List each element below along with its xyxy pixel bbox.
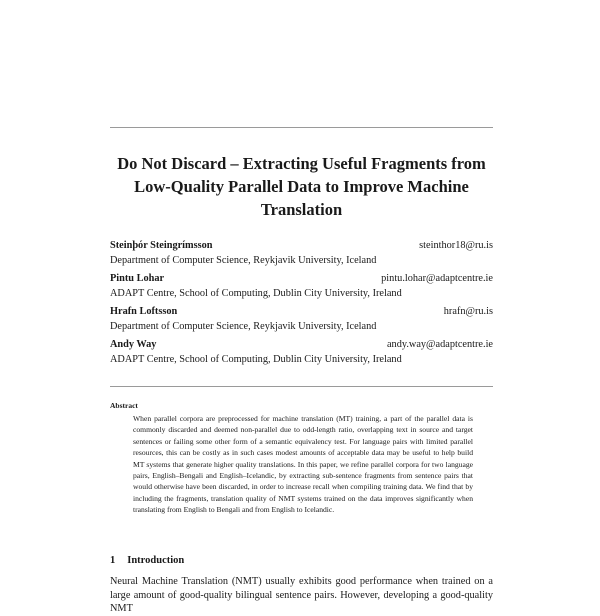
- section-rule: [110, 386, 493, 387]
- author-email: steinthor18@ru.is: [419, 240, 493, 251]
- author-affiliation: Department of Computer Science, Reykjavik University, Iceland: [110, 255, 377, 266]
- abstract-text: When parallel corpora are preprocessed for machine translation (MT) training, a part of the parallel data is commonly discarded and deemed non-parallel due to odd-length ratio, overlapping text in source and target sentences or failing some other form of a semantic equivalency test. For language pairs with limited parallel resources, this can be costly as in such cases modest amounts of acceptable data may be useful to help build MT systems that generate higher quality translations. In this paper, we refine parallel corpora for two language pairs, English–Bengali and English–Icelandic, by extracting sub-sentence fragments from sentence pairs that would otherwise have been discarded, in order to increase recall when compiling training data. We find that by including the fragments, translation quality of NMT systems trained on the data improves significantly when translating from English to Bengali and from English to Icelandic.: [133, 414, 473, 515]
- section-heading: [110, 555, 184, 566]
- author-email: andy.way@adaptcentre.ie: [386, 339, 493, 350]
- author-name: Pintu Lohar: [110, 273, 165, 284]
- author-block: [110, 304, 493, 334]
- author-affiliation: ADAPT Centre, School of Computing, Dublin City University, Ireland: [110, 288, 402, 299]
- author-name: Hrafn Loftsson: [110, 306, 178, 317]
- author-name: Andy Way: [110, 339, 157, 350]
- paper-title: Do Not Discard – Extracting Useful Fragments from Low-Quality Parallel Data to Improve Machine Translation: [117, 154, 486, 219]
- intro-paragraph: Neural Machine Translation (NMT) usually exhibits good performance when trained on a large amount of good-quality bilingual sentence pairs. However, developing a good-quality NMT: [110, 576, 493, 614]
- abstract-label: Abstract: [110, 401, 138, 410]
- author-email: hrafn@ru.is: [443, 306, 493, 317]
- top-rule: [110, 127, 493, 128]
- author-block: [110, 238, 493, 268]
- author-email: pintu.lohar@adaptcentre.ie: [381, 273, 493, 284]
- author-name: Steinþór Steingrímsson: [110, 240, 213, 251]
- section-number: 1: [110, 555, 116, 566]
- author-affiliation: Department of Computer Science, Reykjavik University, Iceland: [110, 321, 377, 332]
- author-block: [110, 337, 493, 367]
- section-title: Introduction: [127, 555, 185, 566]
- author-block: [110, 271, 493, 301]
- author-affiliation: ADAPT Centre, School of Computing, Dublin City University, Ireland: [110, 354, 402, 365]
